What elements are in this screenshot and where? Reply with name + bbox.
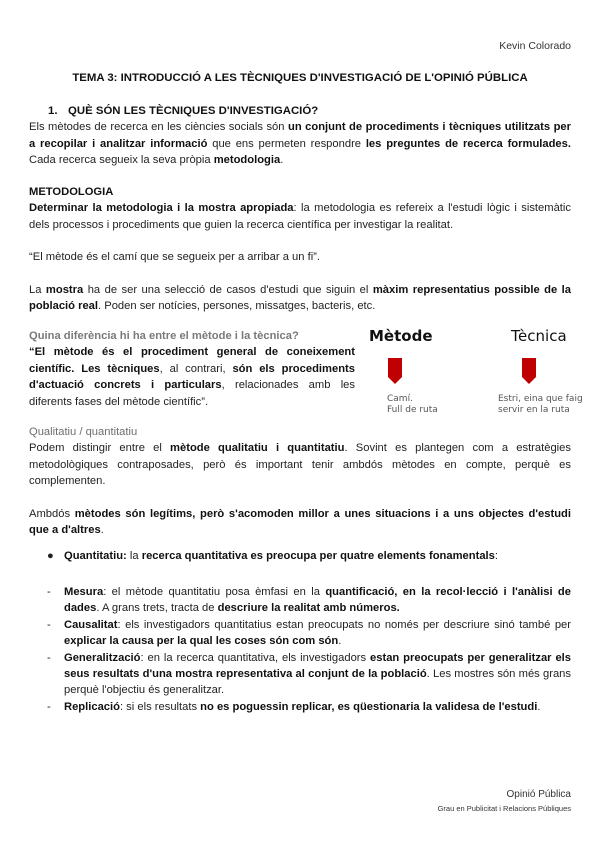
text-run: , relacionades amb les diferents fases del mètode científic”. — [29, 379, 355, 408]
text-run: . — [338, 635, 342, 648]
diagram-caption-tecnica — [498, 394, 583, 416]
bold-text: no es poguessin replicar, es qüestionaria la validesa de l'estudi — [200, 700, 538, 713]
caption-line: Camí. — [387, 394, 413, 404]
text-run: La — [29, 283, 46, 296]
quantitatiu-elements-list — [47, 584, 571, 715]
list-item-text — [64, 586, 571, 614]
bold-text: les preguntes de recerca formulades. — [365, 137, 571, 150]
dash-icon: - — [47, 618, 51, 631]
text-run: : la metodologia es refereix a l'estudi lògic i sistemàtic dels processos i procediments que guien la recerca científica per investigar la realitat. — [29, 202, 571, 231]
bold-text: mètodes són legítims, però s'acomoden millor a unes situacions i a uns objectes d'estudi que a d'altres — [29, 507, 571, 537]
diagram-title-tecnica: Tècnica — [511, 327, 567, 345]
section-1-number: 1. — [48, 105, 58, 117]
list-item-text — [64, 652, 571, 697]
bold-text: “El mètode és el procediment general de coneixement científic. Les tècniques — [29, 346, 355, 375]
metodologia-paragraph — [29, 200, 571, 233]
text-run: : el mètode quantitatiu posa èmfasi en la — [103, 586, 326, 598]
diferencia-heading: Quina diferència hi ha entre el mètode i la tècnica? — [29, 330, 299, 342]
diagram-title-metode: Mètode — [369, 327, 433, 345]
metodologia-heading: METODOLOGIA — [29, 186, 114, 198]
text-run: Ambdós — [29, 507, 75, 520]
text-run: . — [100, 524, 104, 537]
bold-text: Mesura — [64, 586, 104, 598]
bold-text: explicar la causa per la qual les coses són com són — [64, 635, 339, 648]
bold-text: mètode qualitatiu i quantitatiu — [170, 442, 345, 455]
metode-tecnica-diagram — [360, 328, 600, 418]
text-run: : en la recerca quantitativa, els investigadors — [140, 651, 371, 664]
bold-text: Replicació — [64, 700, 120, 713]
text-run: ha de ser una selecció de casos d'estudi que siguin el — [83, 283, 373, 296]
qualitatiu-section — [29, 424, 571, 538]
quantitatiu-bullet-text — [64, 550, 498, 562]
dash-icon: - — [47, 700, 51, 713]
bullet-icon: ● — [47, 550, 54, 562]
list-item — [47, 699, 571, 715]
list-item — [47, 650, 571, 699]
list-item — [47, 617, 571, 650]
bold-text: màxim representatius possible de la població real — [29, 283, 572, 313]
author-name: Kevin Colorado — [499, 40, 571, 52]
list-item-text — [64, 701, 540, 713]
bold-text: estan preocupats per generalitzar els seus resultats d'una mostra representativa al conjunt de la població — [64, 651, 571, 681]
dash-icon: - — [47, 586, 51, 598]
bold-text: Determinar la metodologia i la mostra apropiada — [29, 202, 294, 215]
bold-text: Quantitatiu: — [64, 550, 127, 562]
caption-line: servir en la ruta — [498, 405, 570, 415]
bold-text: Causalitat — [64, 618, 118, 631]
qualitatiu-heading: Qualitatiu / quantitatiu — [29, 426, 138, 438]
text-run: la — [126, 550, 142, 562]
quantitatiu-bullet — [47, 548, 567, 564]
bold-text: descriure la realitat amb números. — [217, 602, 400, 615]
text-run: , al contrari, — [159, 362, 233, 375]
metodologia-quote: “El mètode és el camí que se segueix per a arribar a un fi”. — [29, 251, 321, 264]
caption-line: Full de ruta — [387, 405, 438, 415]
text-run: : — [494, 550, 498, 562]
arrow-marker-icon — [522, 358, 536, 384]
text-run: . Les mostres són més grans perquè l'objectiu és generalitzar. — [64, 668, 571, 697]
diagram-caption-metode — [387, 394, 438, 416]
caption-line: Estri, eina que faig — [498, 394, 583, 404]
section-1-paragraph — [29, 119, 571, 168]
qualitatiu-paragraph — [29, 440, 571, 489]
bold-text: recerca quantitativa es preocupa per quatre elements fonamentals — [141, 550, 495, 562]
text-run: . — [537, 700, 541, 713]
bold-text: són els procediments d'actuació concrets i particulars — [29, 362, 355, 392]
bold-text: Generalització — [64, 651, 141, 664]
mostra-paragraph — [29, 282, 571, 315]
section-1 — [29, 103, 571, 169]
text-run: Podem distingir entre el — [29, 442, 171, 455]
bold-text: quantificació, en la recol·lecció i l'anàlisi de dades — [64, 586, 571, 615]
dash-icon: - — [47, 651, 51, 664]
diferencia-section — [29, 328, 355, 410]
ambdos-paragraph — [29, 506, 571, 539]
text-run: : si els resultats — [119, 700, 201, 713]
arrow-marker-icon — [388, 358, 402, 384]
list-item-text — [64, 619, 571, 647]
text-run: Els mètodes de recerca en les ciències socials són — [29, 121, 288, 134]
bold-text: un conjunt de procediments i tècniques utilitzats per a recopilar i analitzar informació — [29, 121, 572, 150]
footer-subject: Opinió Pública — [506, 789, 571, 800]
text-run: . Poden ser notícies, persones, missatges, bacteris, etc. — [98, 300, 376, 313]
section-1-title: QUÈ SÓN LES TÈCNIQUES D'INVESTIGACIÓ? — [68, 105, 319, 117]
bold-text: mostra — [45, 283, 84, 296]
list-item — [47, 584, 571, 617]
footer-degree: Grau en Publicitat i Relacions Públiques — [437, 804, 571, 813]
section-1-heading — [29, 103, 571, 119]
diferencia-paragraph — [29, 344, 355, 410]
metodologia-section — [29, 184, 571, 314]
text-run: : els investigadors quantitatius estan preocupats no només per descriure sinó també per — [117, 618, 571, 631]
text-run: . A grans trets, tracta de — [96, 602, 218, 615]
text-run: Cada recerca segueix la seva pròpia — [29, 154, 214, 167]
bold-text: metodologia — [213, 154, 281, 167]
text-run: . — [280, 154, 284, 167]
text-run: que ens permeten respondre — [207, 137, 366, 150]
text-run: . Sovint es plantegen com a estratègies metodològiques contraposades, però és important tenir ambdós mètodes en compte, perquè es complementen. — [29, 442, 571, 488]
document-title: TEMA 3: INTRODUCCIÓ A LES TÈCNIQUES D'INVESTIGACIÓ DE L'OPINIÓ PÚBLICA — [72, 72, 528, 84]
